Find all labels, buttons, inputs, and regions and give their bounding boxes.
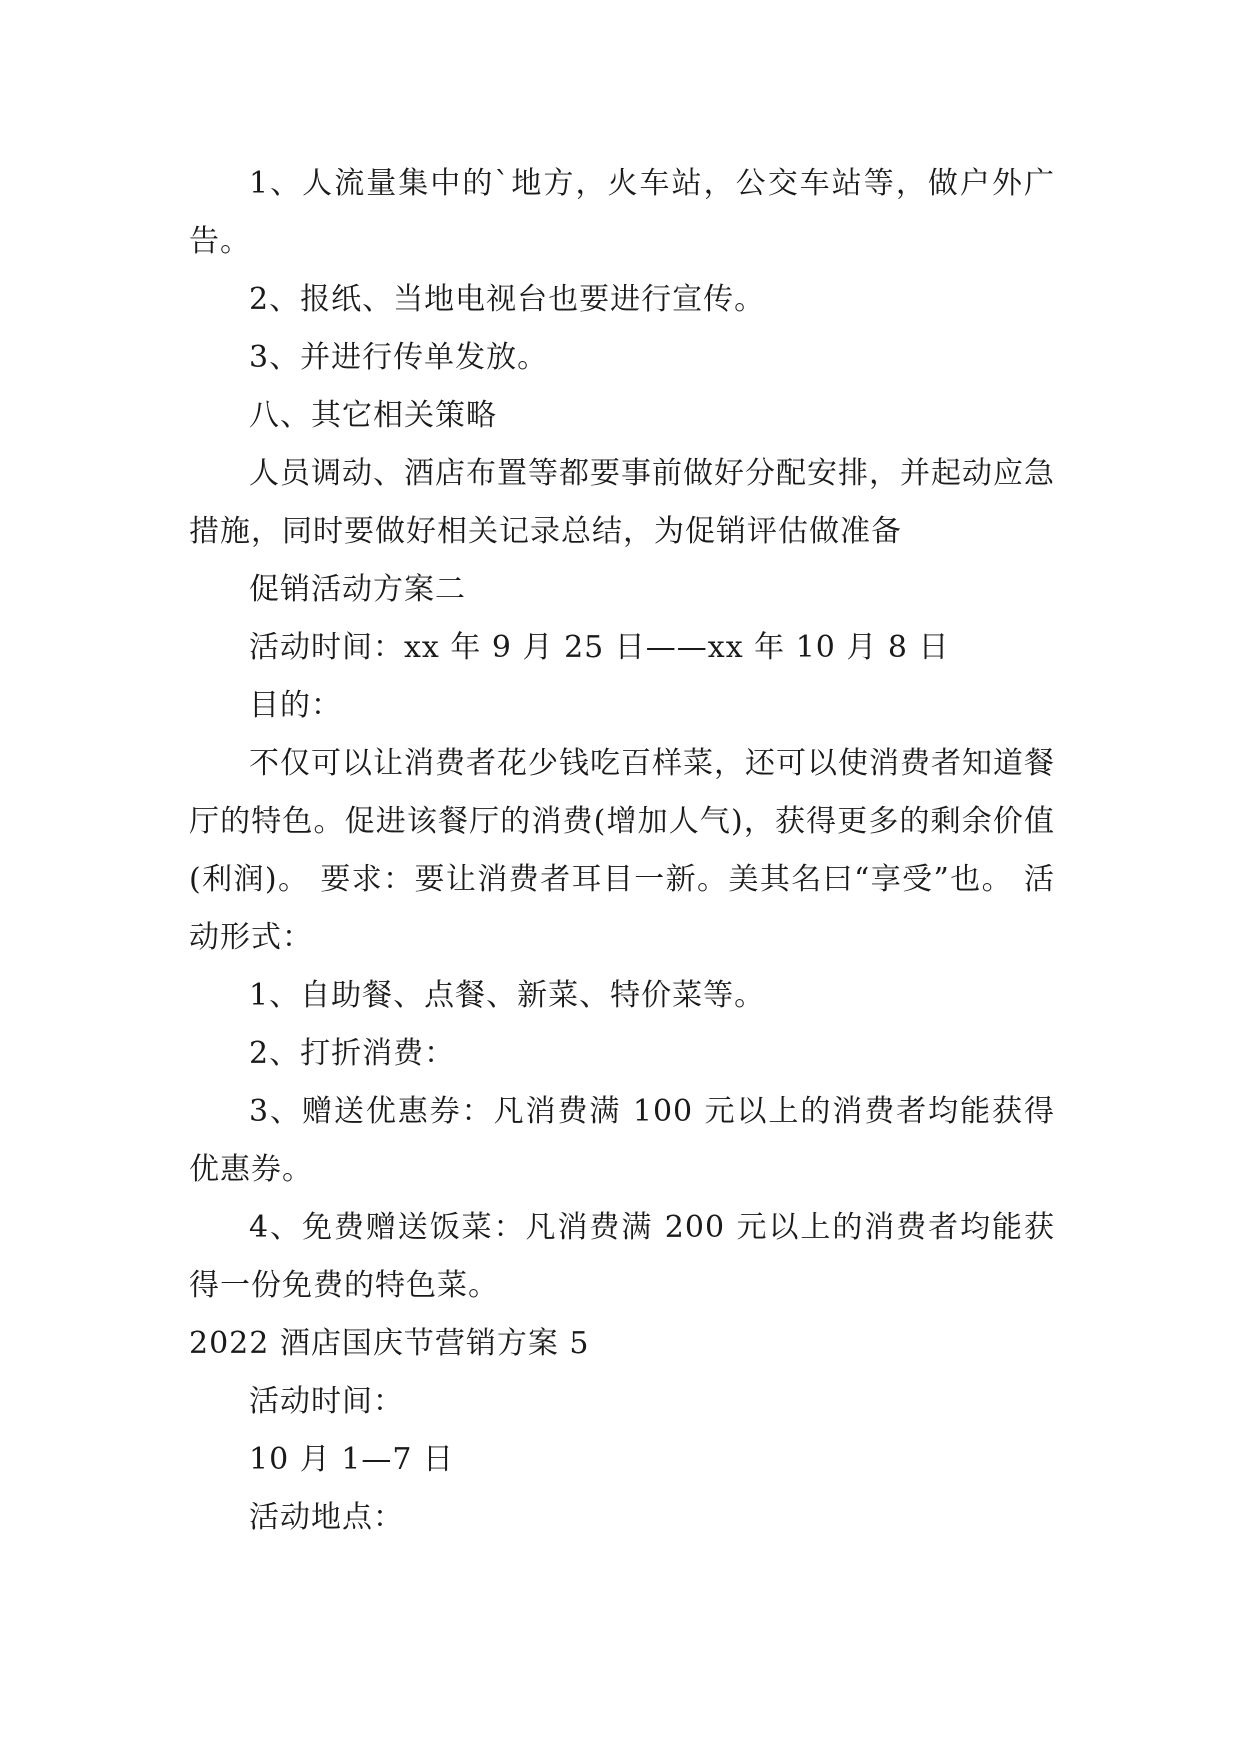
document-title: 2022 酒店国庆节营销方案 5: [189, 1326, 590, 1361]
paragraph: 活动时间：xx 年 9 月 25 日——xx 年 10 月 8 日: [249, 630, 950, 665]
paragraph: 1、人流量集中的`地方，火车站，公交车站等，做户外广告。: [189, 166, 1055, 259]
paragraph: 活动地点：: [249, 1500, 404, 1535]
paragraph: 3、赠送优惠券：凡消费满 100 元以上的消费者均能获得优惠券。: [189, 1094, 1055, 1187]
paragraph: 3、并进行传单发放。: [249, 340, 549, 375]
paragraph: 4、免费赠送饭菜：凡消费满 200 元以上的消费者均能获得一份免费的特色菜。: [189, 1210, 1055, 1303]
paragraph: 活动时间：: [249, 1384, 404, 1419]
document-body: [189, 155, 1055, 1547]
section-heading: 促销活动方案二: [249, 572, 466, 607]
paragraph: 人员调动、酒店布置等都要事前做好分配安排，并起动应急措施，同时要做好相关记录总结，为促销评估做准备: [189, 456, 1055, 549]
paragraph: 目的：: [249, 688, 342, 723]
paragraph: 10 月 1—7 日: [249, 1442, 454, 1477]
paragraph: 1、自助餐、点餐、新菜、特价菜等。: [249, 978, 766, 1013]
section-heading: 八、其它相关策略: [249, 398, 497, 433]
paragraph: 2、报纸、当地电视台也要进行宣传。: [249, 282, 766, 317]
paragraph: 2、打折消费：: [249, 1036, 456, 1071]
paragraph: 不仅可以让消费者花少钱吃百样菜，还可以使消费者知道餐厅的特色。促进该餐厅的消费(增加人气)，获得更多的剩余价值(利润)。 要求：要让消费者耳目一新。美其名曰“享受”也。 活动形式：: [189, 746, 1055, 955]
